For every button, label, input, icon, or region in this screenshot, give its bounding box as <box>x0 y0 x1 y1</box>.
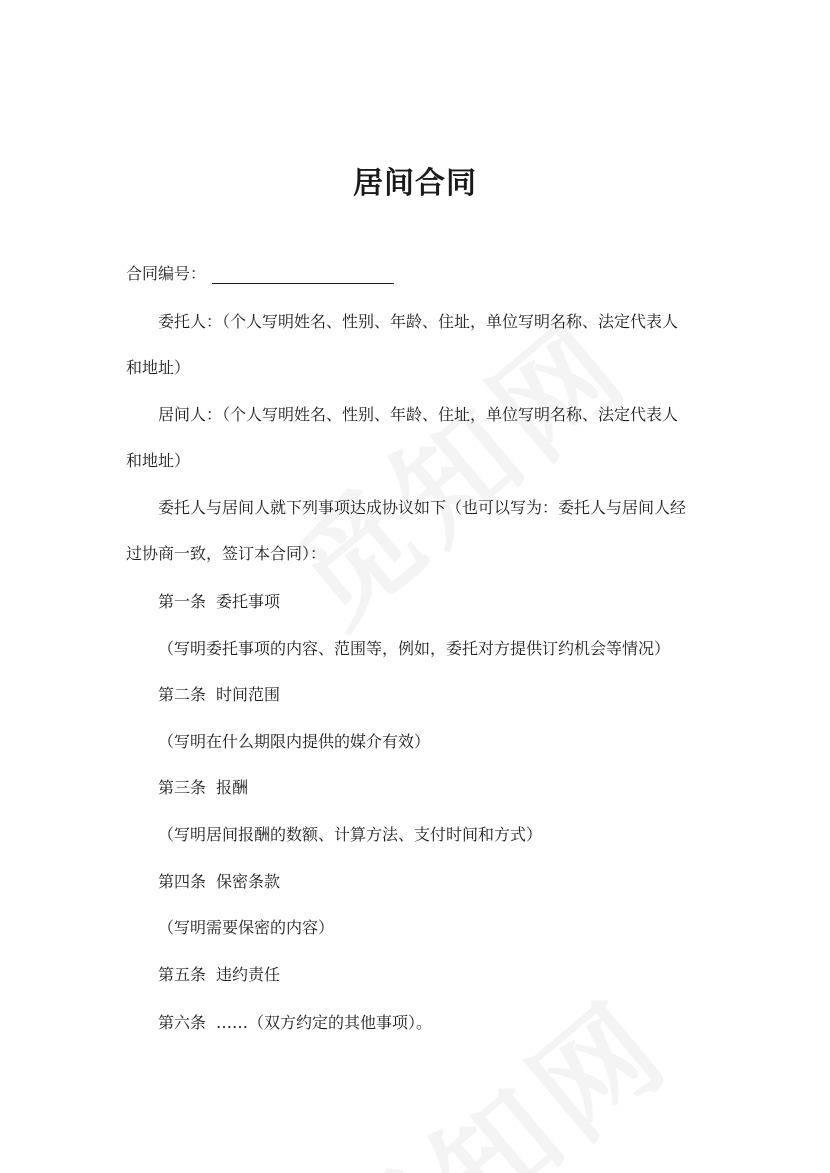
article-title: 报酬 <box>216 778 249 797</box>
article-title: 保密条款 <box>216 872 281 891</box>
contract-number-label: 合同编号： <box>126 264 207 283</box>
article-number: 第一条 <box>158 592 207 611</box>
intermediary-line-2: 和地址） <box>126 451 191 470</box>
article-1-heading <box>158 592 280 612</box>
document-title: 居间合同 <box>353 166 477 201</box>
article-6-heading <box>158 1013 432 1033</box>
article-title: 违约责任 <box>216 965 281 984</box>
article-number: 第三条 <box>158 778 207 797</box>
article-4-heading <box>158 872 280 892</box>
watermark <box>290 955 699 1173</box>
article-1-note: （写明委托事项的内容、范围等，例如，委托对方提供订约机会等情况） <box>158 639 671 658</box>
entrustor-line-1: 委托人：（个人写明姓名、性别、年龄、住址，单位写明名称、法定代表人 <box>158 312 679 331</box>
article-title: 时间范围 <box>216 685 281 704</box>
article-number: 第六条 <box>158 1013 207 1032</box>
article-number: 第四条 <box>158 872 207 891</box>
article-2-note: （写明在什么期限内提供的媒介有效） <box>158 732 431 751</box>
watermark <box>250 275 659 657</box>
intro-line-1: 委托人与居间人就下列事项达成协议如下（也可以写为：委托人与居间人经 <box>158 498 687 517</box>
article-title: ……（双方约定的其他事项）。 <box>216 1013 433 1032</box>
contract-number-blank <box>212 266 394 284</box>
intermediary-line-1: 居间人：（个人写明姓名、性别、年龄、住址，单位写明名称、法定代表人 <box>158 405 679 424</box>
article-number: 第五条 <box>158 965 207 984</box>
entrustor-line-2: 和地址） <box>126 358 191 377</box>
intro-line-2: 过协商一致，签订本合同）： <box>126 544 327 563</box>
article-3-heading <box>158 778 248 798</box>
article-title: 委托事项 <box>216 592 281 611</box>
article-5-heading <box>158 965 280 985</box>
article-4-note: （写明需要保密的内容） <box>158 918 335 937</box>
contract-number-line <box>126 264 394 284</box>
article-number: 第二条 <box>158 685 207 704</box>
article-3-note: （写明居间报酬的数额、计算方法、支付时间和方式） <box>158 825 543 844</box>
article-2-heading <box>158 685 280 705</box>
